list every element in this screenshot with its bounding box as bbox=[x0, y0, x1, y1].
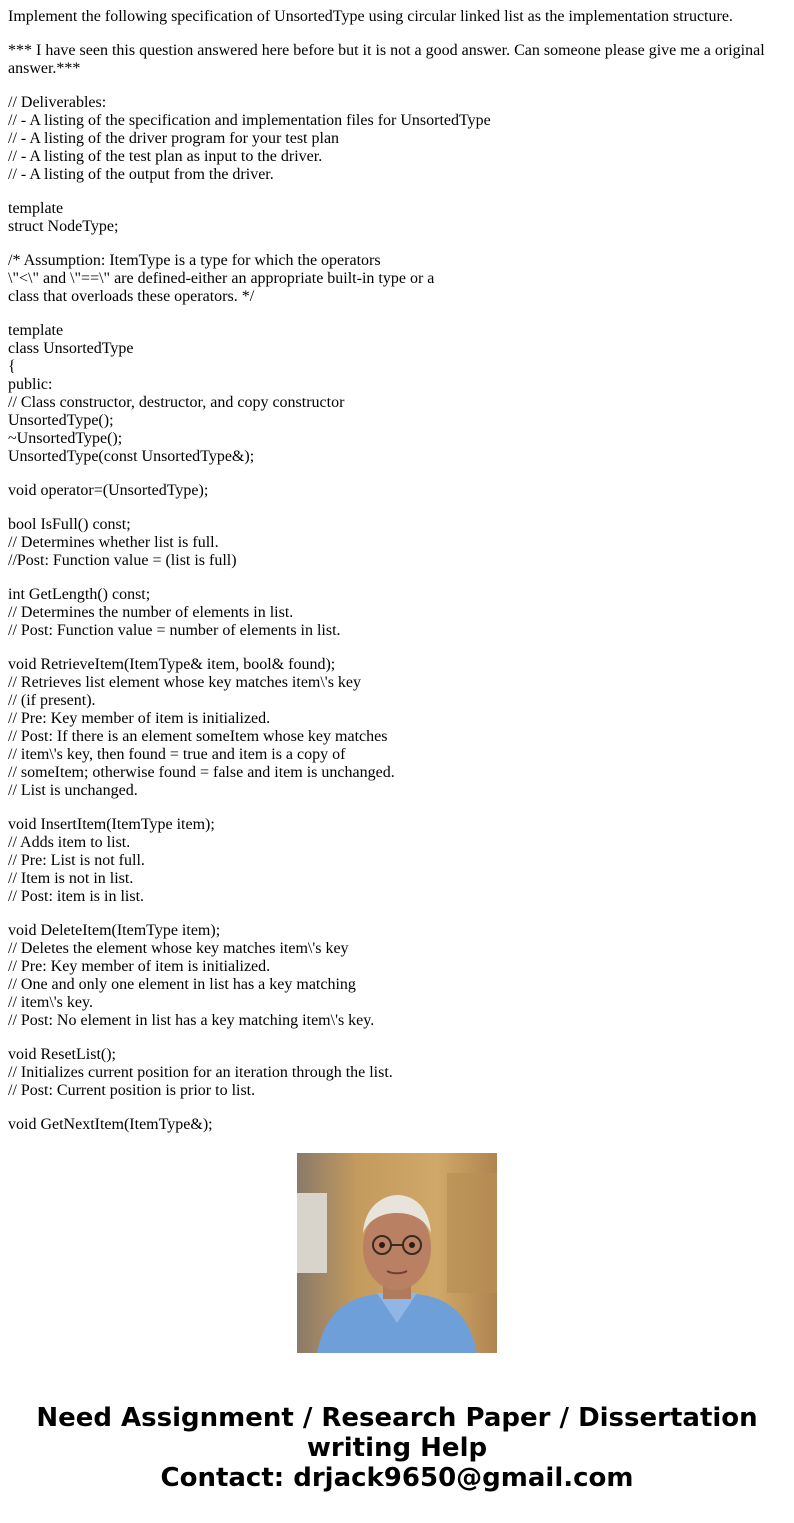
code-line: // Retrieves list element whose key matches item\'s key bbox=[8, 674, 362, 691]
question-note: *** I have seen this question answered here before but it is not a good answer. Can someone please give me a original answer.*** bbox=[8, 42, 765, 77]
code-line: struct NodeType; bbox=[8, 218, 119, 235]
code-line: bool IsFull() const; bbox=[8, 516, 131, 533]
code-line: // Post: item is in list. bbox=[8, 888, 145, 905]
question-intro: Implement the following specification of UnsortedType using circular linked list as the implementation structure. bbox=[8, 8, 733, 25]
code-block bbox=[8, 656, 786, 800]
code-line: // List is unchanged. bbox=[8, 782, 138, 799]
code-line: // Post: Function value = number of elements in list. bbox=[8, 622, 341, 639]
promo-line-1: Need Assignment / Research Paper / Dissertation bbox=[36, 1403, 758, 1433]
code-line: public: bbox=[8, 376, 53, 393]
code-line: /* Assumption: ItemType is a type for which the operators bbox=[8, 252, 381, 269]
code-line: // Pre: List is not full. bbox=[8, 852, 145, 869]
code-line: // Post: No element in list has a key matching item\'s key. bbox=[8, 1012, 375, 1029]
code-block bbox=[8, 94, 786, 184]
code-block bbox=[8, 516, 786, 570]
code-line: // Initializes current position for an iteration through the list. bbox=[8, 1064, 393, 1081]
code-line: void RetrieveItem(ItemType& item, bool& found); bbox=[8, 656, 336, 673]
code-line: // item\'s key, then found = true and item is a copy of bbox=[8, 746, 346, 763]
code-block bbox=[8, 1046, 786, 1100]
code-block bbox=[8, 482, 786, 500]
code-line: // - A listing of the output from the driver. bbox=[8, 166, 274, 183]
code-line: \"<\" and \"==\" are defined-either an appropriate built-in type or a bbox=[8, 270, 435, 287]
code-line: { bbox=[8, 358, 16, 375]
code-line: // Determines the number of elements in list. bbox=[8, 604, 294, 621]
code-line: // Deletes the element whose key matches item\'s key bbox=[8, 940, 349, 957]
code-line: void GetNextItem(ItemType&); bbox=[8, 1116, 213, 1133]
code-line: // Adds item to list. bbox=[8, 834, 131, 851]
code-line: void ResetList(); bbox=[8, 1046, 116, 1063]
code-line: // Post: Current position is prior to list. bbox=[8, 1082, 256, 1099]
code-line: // - A listing of the test plan as input to the driver. bbox=[8, 148, 323, 165]
code-line: int GetLength() const; bbox=[8, 586, 151, 603]
code-line: // (if present). bbox=[8, 692, 96, 709]
promo-banner bbox=[0, 1403, 794, 1493]
code-line: // item\'s key. bbox=[8, 994, 93, 1011]
code-block bbox=[8, 816, 786, 906]
code-block bbox=[8, 200, 786, 236]
code-line: template bbox=[8, 322, 64, 339]
code-line: // One and only one element in list has a key matching bbox=[8, 976, 356, 993]
code-block bbox=[8, 322, 786, 466]
person-photo-icon bbox=[297, 1153, 497, 1353]
code-line: // - A listing of the driver program for your test plan bbox=[8, 130, 340, 147]
code-line: // Determines whether list is full. bbox=[8, 534, 219, 551]
code-line: // Pre: Key member of item is initialized. bbox=[8, 958, 271, 975]
author-avatar bbox=[297, 1153, 497, 1353]
code-line: template bbox=[8, 200, 64, 217]
question-text bbox=[8, 8, 786, 1133]
code-line: class that overloads these operators. */ bbox=[8, 288, 255, 305]
code-line: ~UnsortedType(); bbox=[8, 430, 123, 447]
code-line: // Item is not in list. bbox=[8, 870, 134, 887]
code-block bbox=[8, 1116, 786, 1134]
code-line: class UnsortedType bbox=[8, 340, 134, 357]
code-line: UnsortedType(); bbox=[8, 412, 114, 429]
code-line: void DeleteItem(ItemType item); bbox=[8, 922, 221, 939]
code-line: // someItem; otherwise found = false and item is unchanged. bbox=[8, 764, 395, 781]
promo-contact: Contact: drjack9650@gmail.com bbox=[160, 1463, 634, 1493]
code-line: void InsertItem(ItemType item); bbox=[8, 816, 215, 833]
code-line: void operator=(UnsortedType); bbox=[8, 482, 209, 499]
code-block bbox=[8, 252, 786, 306]
code-block bbox=[8, 922, 786, 1030]
promo-line-2: writing Help bbox=[306, 1433, 488, 1463]
code-line: // - A listing of the specification and implementation files for UnsortedType bbox=[8, 112, 491, 129]
code-line: UnsortedType(const UnsortedType&); bbox=[8, 448, 255, 465]
code-block bbox=[8, 586, 786, 640]
code-line: //Post: Function value = (list is full) bbox=[8, 552, 237, 569]
code-line: // Pre: Key member of item is initialized. bbox=[8, 710, 271, 727]
code-line: // Post: If there is an element someItem whose key matches bbox=[8, 728, 388, 745]
code-listing bbox=[8, 94, 786, 1134]
code-line: // Deliverables: bbox=[8, 94, 107, 111]
code-line: // Class constructor, destructor, and copy constructor bbox=[8, 394, 345, 411]
